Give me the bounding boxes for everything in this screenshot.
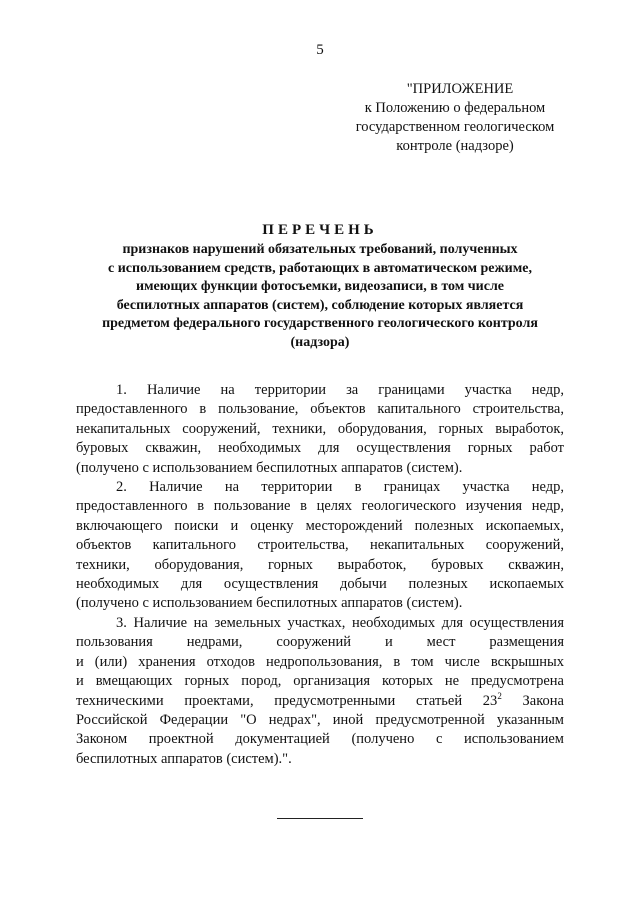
page-number: 5 xyxy=(316,42,324,58)
superscript: 2 xyxy=(497,690,502,701)
subtitle-line: беспилотных аппаратов (систем), соблюдение которых является xyxy=(116,297,524,313)
paragraph-line: 1. Наличие на территории за границами участка недр, xyxy=(116,382,564,398)
appendix-line: государственном геологическом xyxy=(355,119,555,135)
paragraph-line: и вмещающих горных пород, организация которых не предусмотрена xyxy=(76,673,564,690)
paragraph-line: Российской Федерации "О недрах", иной предусмотренной указанным xyxy=(76,711,564,728)
paragraph-line: необходимых для осуществления добычи полезных ископаемых xyxy=(76,576,564,593)
paragraph-line: буровых скважин, необходимых для осуществления горных работ xyxy=(76,440,564,457)
paragraph-line: предоставленного в пользование в целях геологического изучения недр, xyxy=(76,498,564,515)
list-item-1 xyxy=(76,381,564,478)
subtitle-line: имеющих функции фотосъемки, видеозаписи, в том числе xyxy=(135,279,505,295)
appendix-line: контроле (надзоре) xyxy=(396,138,514,154)
paragraph-line: беспилотных аппаратов (систем).". xyxy=(76,750,292,767)
document-subtitle xyxy=(70,241,570,353)
paragraph-line: и (или) хранения отходов недропользования, в том числе вскрышных xyxy=(76,653,564,670)
subtitle-line: (надзора) xyxy=(290,334,350,350)
document-body xyxy=(76,381,564,769)
subtitle-line: признаков нарушений обязательных требований, полученных xyxy=(122,242,518,257)
appendix-header xyxy=(340,80,570,156)
appendix-line: к Положению о федеральном xyxy=(364,100,546,116)
line-text-tail: Закона xyxy=(501,692,564,709)
paragraph-line: объектов капитального строительства, некапитальных сооружений, xyxy=(76,537,564,554)
paragraph-line: 3. Наличие на земельных участках, необходимых для осуществления xyxy=(116,614,564,631)
end-divider xyxy=(277,818,363,819)
list-item-3 xyxy=(76,614,564,769)
document-title: ПЕРЕЧЕНЬ xyxy=(262,222,378,238)
list-item-2 xyxy=(76,478,564,614)
paragraph-line: техники, оборудования, горных выработок, буровых скважин, xyxy=(76,556,564,573)
subtitle-line: предметом федерального государственного геологического контроля xyxy=(102,316,538,332)
paragraph-line: включающего поиски и оценку месторождений полезных ископаемых, xyxy=(76,517,564,534)
paragraph-line: некапитальных сооружений, техники, оборудования, горных выработок, xyxy=(76,420,564,437)
line-text: техническими проектами, предусмотренными статьей 23 xyxy=(76,692,498,709)
paragraph-line: 2. Наличие на территории в границах участка недр, xyxy=(116,479,564,496)
paragraph-line: Законом проектной документацией (получено с использованием xyxy=(76,731,564,748)
paragraph-line-with-superscript xyxy=(76,692,564,711)
paragraph-line: (получено с использованием беспилотных аппаратов (систем). xyxy=(76,595,463,612)
appendix-title: "ПРИЛОЖЕНИЕ xyxy=(406,81,514,97)
paragraph-line: пользования недрами, сооружений и мест размещения xyxy=(76,634,564,651)
paragraph-line: предоставленного в пользование, объектов капитального строительства, xyxy=(76,401,564,418)
paragraph-line: (получено с использованием беспилотных аппаратов (систем). xyxy=(76,459,463,476)
subtitle-line: с использованием средств, работающих в автоматическом режиме, xyxy=(108,260,532,276)
